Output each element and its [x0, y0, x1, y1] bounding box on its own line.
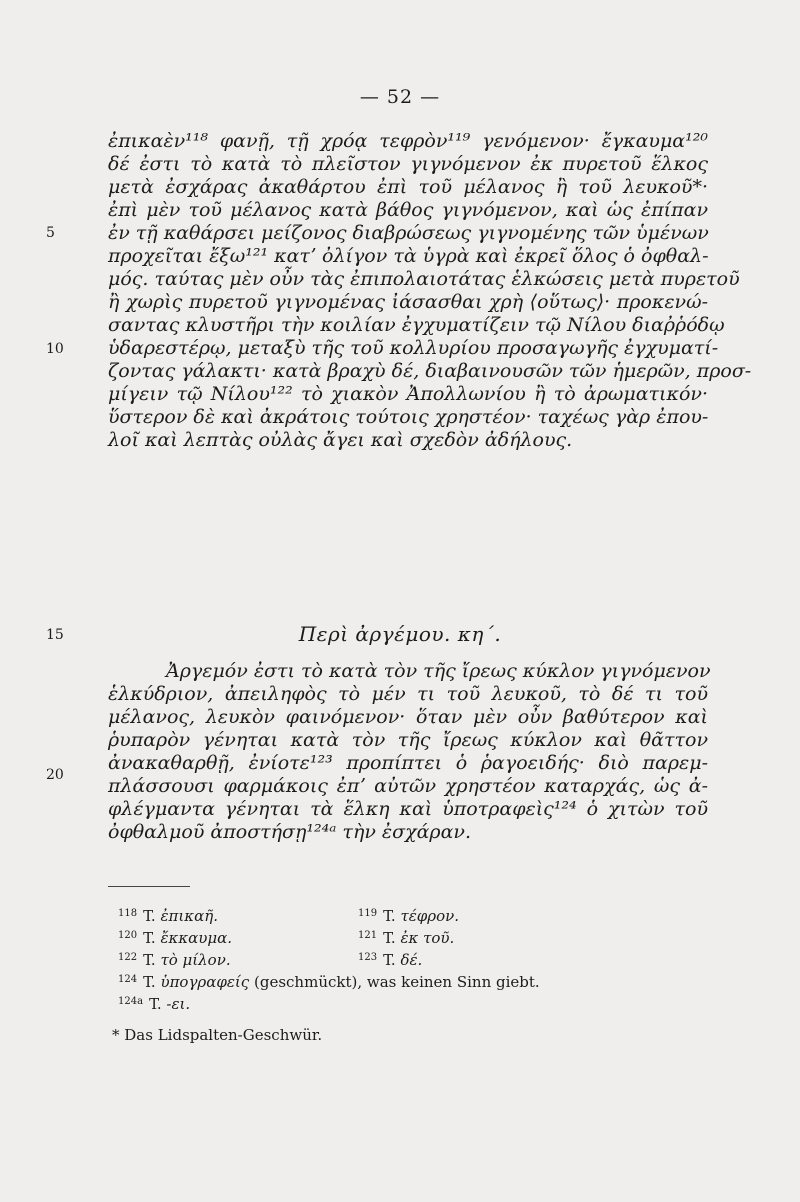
text-line: Ἀργεμόν ἐστι τὸ κατὰ τὸν τῆς ἴρεως κύκλον γιγνόμενον — [166, 660, 711, 682]
footnote: $^{122}$ T. τὸ μίλον. — [118, 951, 231, 969]
text-line: ζοντας γάλακτι· κατὰ βραχὺ δέ, διαβαινουσῶν τῶν ἡμερῶν, προσ- — [108, 360, 752, 382]
page-number: — 52 — — [359, 86, 441, 108]
line-number: 5 — [46, 225, 55, 241]
text-line: μίγειν τῷ Νίλου¹²² τὸ χιακὸν Ἀπολλωνίου ἢ τὸ ἀρωματικόν· — [108, 383, 708, 405]
footnote: $^{124}$ T. ὑπογραφείς (geschmückt), was keinen Sinn giebt. — [118, 973, 540, 991]
line-number: 20 — [46, 767, 64, 783]
text-line: δέ ἐστι τὸ κατὰ τὸ πλεῖστον γιγνόμενον ἐκ πυρετοῦ ἕλκος — [108, 153, 708, 175]
text-line: πλάσσουσι φαρμάκοις ἐπʼ αὐτῶν χρηστέον καταρχάς, ὡς ἀ- — [108, 775, 708, 797]
text-line: φλέγμαντα γένηται τὰ ἕλκη καὶ ὑποτραφεὶς¹²⁴ ὁ χιτὼν τοῦ — [108, 798, 708, 820]
text-line: ἢ χωρὶς πυρετοῦ γιγνομένας ἰάσασθαι χρὴ ⟨οὕτως⟩· προκενώ- — [108, 291, 708, 313]
footnote: $^{123}$ T. δέ. — [358, 951, 423, 969]
footnote: $^{119}$ T. τέφρον. — [358, 907, 460, 925]
text-line: λοῖ καὶ λεπτὰς οὐλὰς ἄγει καὶ σχεδὸν ἀδήλους. — [108, 429, 573, 451]
text-line: ὑδαρεστέρῳ, μεταξὺ τῆς τοῦ κολλυρίου προσαγωγῆς ἐγχυματί- — [108, 337, 719, 359]
text-line: μέλανος, λευκὸν φαινόμενον· ὅταν μὲν οὖν βαθύτερον καὶ — [108, 706, 708, 728]
text-line: ἐπικαὲν¹¹⁸ φανῇ, τῇ χρόᾳ τεφρὸν¹¹⁹ γενόμενον· ἔγκαυμα¹²⁰ — [108, 130, 708, 152]
text-line: προχεῖται ἔξω¹²¹ κατʼ ὀλίγον τὰ ὑγρὰ καὶ ἐκρεῖ ὅλος ὁ ὀφθαλ- — [108, 245, 709, 267]
line-number: 10 — [46, 341, 64, 357]
footnote: $^{124a}$ T. -ει. — [118, 995, 191, 1013]
text-line: μετὰ ἐσχάρας ἀκαθάρτου ἐπὶ τοῦ μέλανος ἢ τοῦ λευκοῦ*· — [108, 176, 708, 198]
text-line: ἐν τῇ καθάρσει μείζονος διαβρώσεως γιγνομένης τῶν ὑμένων — [108, 222, 709, 244]
footnote: $^{118}$ T. ἐπικαῆ. — [118, 907, 218, 925]
section-heading: Περὶ ἀργέμου. κη΄. — [298, 622, 502, 646]
text-line: ἐπὶ μὲν τοῦ μέλανος κατὰ βάθος γιγνόμενον, καὶ ὡς ἐπίπαν — [108, 199, 708, 221]
text-line: ὀφθαλμοῦ ἀποστήσῃ¹²⁴ᵃ τὴν ἐσχάραν. — [108, 821, 472, 843]
text-line: ἀνακαθαρθῇ, ἐνίοτε¹²³ προπίπτει ὁ ῥαγοειδής· διὸ παρεμ- — [108, 752, 708, 774]
footnote-divider — [108, 886, 190, 887]
footnote: $^{121}$ T. ἐκ τοῦ. — [358, 929, 455, 947]
text-line: σαντας κλυστῆρι τὴν κοιλίαν ἐγχυματίζειν τῷ Νίλου διαῤῥόδῳ — [108, 314, 725, 336]
asterisk-note: * Das Lidspalten-Geschwür. — [112, 1026, 323, 1044]
text-line: ὕστερον δὲ καὶ ἀκράτοις τούτοις χρηστέον· ταχέως γὰρ ἐπου- — [108, 406, 709, 428]
text-line: ῥυπαρὸν γένηται κατὰ τὸν τῆς ἴρεως κύκλον καὶ θᾶττον — [108, 729, 708, 751]
footnote: $^{120}$ T. ἔκκαυμα. — [118, 929, 233, 947]
text-line: μός. ταύτας μὲν οὖν τὰς ἐπιπολαιοτάτας ἑλκώσεις μετὰ πυρετοῦ — [108, 268, 740, 290]
text-line: ἑλκύδριον, ἀπειληφὸς τὸ μέν τι τοῦ λευκοῦ, τὸ δέ τι τοῦ — [108, 683, 708, 705]
line-number: 15 — [46, 627, 64, 643]
